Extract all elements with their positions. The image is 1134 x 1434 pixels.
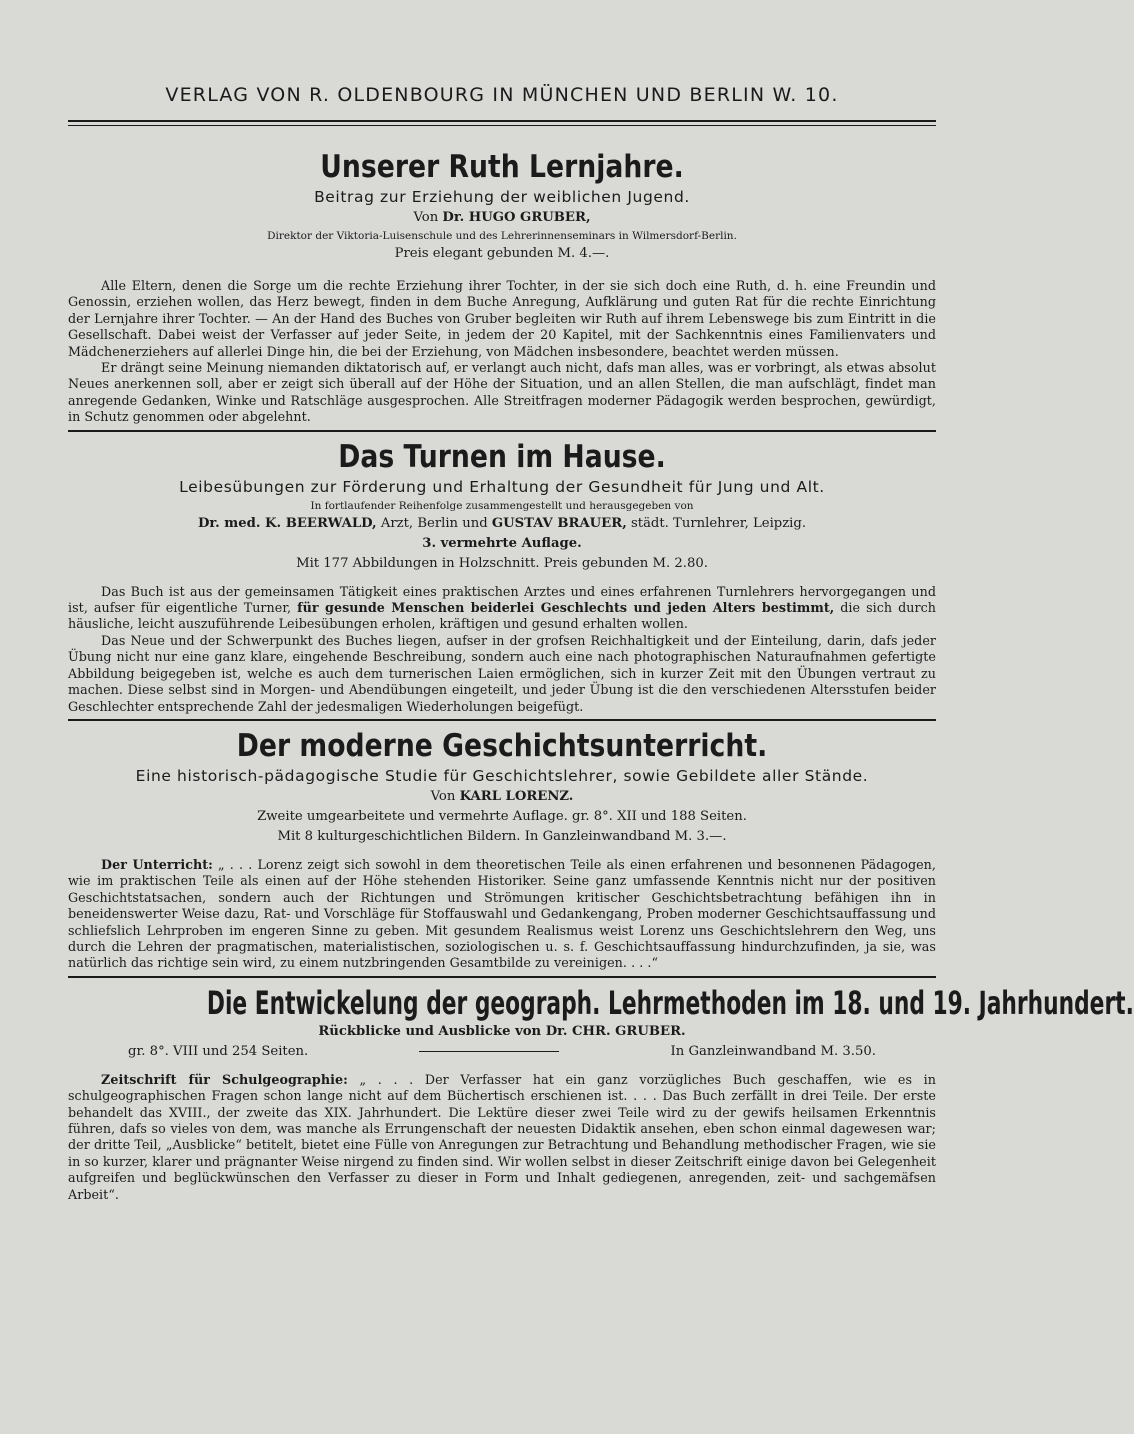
format-price-line: [68, 1042, 936, 1062]
emphasis-text: für gesunde Menschen beiderlei Geschlechts und jeden Alters bestimmt,: [297, 600, 835, 616]
review-quote: [68, 857, 936, 972]
author-line: [68, 208, 936, 228]
book-subtitle: [68, 1022, 936, 1042]
author-name: KARL LORENZ.: [459, 788, 574, 804]
price-line: Mit 8 kulturgeschichtlichen Bildern. In Ganzleinwandband M. 3.—.: [277, 828, 727, 844]
edition-line: [68, 534, 936, 554]
text-run: die sich durch häusliche, leicht auszuführende Leibesübungen erholen, kräftigen und gesund erhalten wollen.: [68, 600, 936, 632]
description-paragraph: [68, 584, 936, 633]
author-line: [68, 787, 936, 807]
book-geograph-lehrmethoden: [68, 983, 1134, 1203]
book-title: Die Entwickelung der geograph. Lehrmethoden im 18. und 19. Jahrhundert.: [206, 983, 1134, 1022]
book-description: [68, 278, 936, 426]
section-divider: [68, 976, 936, 978]
editor-intro: In fortlaufender Reihenfolge zusammengestellt und herausgegeben von: [310, 499, 694, 512]
section-divider: [68, 430, 936, 432]
text-run: Das Buch ist aus der gemeinsamen Tätigkeit eines praktischen Arztes und eines erfahrenen Turnlehrers hervorgegangen und ist, aufser für eigentliche Turner,: [68, 583, 936, 616]
book-ruth-lernjahre: [68, 134, 936, 426]
edition-text: 3. vermehrte Auflage.: [422, 535, 582, 551]
author-role: städt. Turnlehrer, Leipzig.: [631, 515, 807, 531]
book-subtitle: Eine historisch-pädagogische Studie für Geschichtslehrer, sowie Gebildete aller Stände.: [135, 766, 869, 785]
author-role: Arzt, Berlin und: [380, 515, 488, 531]
price-line: Mit 177 Abbildungen in Holzschnitt. Preis gebunden M. 2.80.: [296, 555, 708, 571]
quote-paragraph: [68, 857, 936, 972]
description-paragraph: Das Neue und der Schwerpunkt des Buches liegen, aufser in der grofsen Reichhaltigkeit und der Einteilung, darin, dafs jeder Übung nicht nur eine ganz klare, eingehende Beschreibung, sondern auch eine nach photographischen Naturaufnahmen gefertigte Abbildung beigegeben ist, welche es auch dem turnerischen Laien ermöglichen, sich in kurzer Zeit mit den Übungen vertraut zu machen. Diese selbst sind in Morgen- und Abendübungen eingeteilt, und jeder Übung ist die den verschiedenen Altersstufen beider Geschlechter entsprechende Zahl der jedesmaligen Wiederholungen beigefügt.: [68, 632, 936, 714]
price-line: Preis elegant gebunden M. 4.—.: [394, 246, 610, 261]
quote-source: Der Unterricht:: [101, 856, 213, 872]
advertisement-page: [68, 84, 1134, 1203]
author-role: Direktor der Viktoria-Luisenschule und des Lehrerinnenseminars in Wilmersdorf-Berlin.: [267, 230, 737, 242]
review-quote: [68, 1072, 936, 1203]
publisher-header: VERLAG VON R. OLDENBOURG IN MÜNCHEN UND BERLIN W. 10.: [165, 84, 839, 106]
section-divider: [68, 719, 936, 721]
author-line: [68, 514, 936, 534]
separator-dash: [419, 1051, 559, 1052]
description-paragraph: Alle Eltern, denen die Sorge um die rechte Erziehung ihrer Tochter, in der sie sich doch eine Ruth, d. h. eine Freundin und Genossin, erziehen wollen, das Herz bewegt, finden in dem Buche Anregung, Aufklärung und guten Rat für die rechte Einrichtung der Lernjahre ihrer Tochter. — An der Hand des Buches von Gruber begleiten wir Ruth auf ihrem Lebenswege bis zum Eintritt in die Gesellschaft. Dabei weist der Verfasser auf jeder Seite, in jedem der 20 Kapitel, mit der Sachkenntnis eines Familienvaters und Mädchenerziehers auf allerlei Dinge hin, die bei der Erziehung, von Mädchen insbesondere, beachtet werden müssen.: [68, 278, 936, 359]
book-title: Der moderne Geschichtsunterricht.: [236, 727, 768, 764]
quote-text: „ . . . Lorenz zeigt sich sowohl in dem theoretischen Teile als einen erfahrenen und besonnenen Pädagogen, wie im praktischen Teile als einen auf der Höhe stehenden Historiker. Seine ganz umfassende Kenntnis nicht nur der positiven Geschichtstatsachen, sondern auch der Richtungen und Strömungen kritischer Geschichtsbetrachtung befähigen ihn in beneidenswerter Weise dazu, Rat- und Vorschläge für Stoffauswahl und Gedankengang, Proben moderner Geschichtsauffassung und schliefslich Lehrproben im engeren Sinne zu geben. Mit gesundem Realismus weist Lorenz uns Geschichtslehrern den Weg, uns durch die Lehren der pragmatischen, materialistischen, soziologischen u. s. f. Geschichtsauffassung hindurchzufinden, ja sie, was natürlich das richtige sein wird, zu einem nutzbringenden Gesamtbilde zu vereinigen. . . .“: [68, 856, 936, 971]
quote-text: „ . . . Der Verfasser hat ein ganz vorzügliches Buch geschaffen, wie es in schulgeographischen Fragen schon lange nicht auf dem Büchertisch erschienen ist. . . . Das Buch zerfällt in drei Teile. Der erste behandelt das XVIII., der zweite das XIX. Jahrhundert. Die Lektüre dieser zwei Teile wird zu der gewifs heilsamen Erkenntnis führen, dafs so vieles von dem, was manche als Errungenschaft der neuesten Didaktik ansehen, eben schon einmal dagewesen war; der dritte Teil, „Ausblicke“ betitelt, bietet eine Fülle von Anregungen zur Betrachtung und Behandlung methodischer Fragen, wie sie in so kurzer, klarer und prägnanter Weise nirgend zu finden sind. Wir wollen selbst in dieser Zeitschrift einige davon bei Gelegenheit aufgreifen und beglückwünschen den Verfasser zu dieser in Form und Inhalt gediegenen, anregenden, zeit- und sachgemäfsen Arbeit“.: [68, 1071, 936, 1202]
author-name: Dr. HUGO GRUBER,: [442, 210, 591, 225]
book-subtitle: Leibesübungen zur Förderung und Erhaltung der Gesundheit für Jung und Alt.: [179, 477, 825, 496]
book-geschichtsunterricht: [68, 727, 936, 972]
author-name: Dr. med. K. BEERWALD,: [197, 515, 377, 531]
book-title: Das Turnen im Hause.: [338, 438, 666, 475]
book-subtitle: Beitrag zur Erziehung der weiblichen Jugend.: [314, 188, 690, 206]
book-description: [68, 584, 936, 715]
quote-source: Zeitschrift für Schulgeographie:: [101, 1071, 348, 1087]
author-prefix: Von: [430, 788, 456, 804]
header-rule: [68, 120, 936, 126]
author-name: GUSTAV BRAUER,: [491, 515, 627, 531]
quote-paragraph: [68, 1072, 936, 1203]
book-turnen-im-hause: [68, 438, 936, 715]
subtitle-text: Rückblicke und Ausblicke von Dr. CHR. GRUBER.: [318, 1023, 686, 1039]
format-text: gr. 8°. VIII und 254 Seiten.: [128, 1043, 309, 1059]
description-paragraph: Er drängt seine Meinung niemanden diktatorisch auf, er verlangt auch nicht, dafs man alles, was er vorbringt, als etwas absolut Neues anerkennen soll, aber er zeigt sich überall auf der Höhe der Situation, und an allen Stellen, die man aufschlägt, findet man anregende Gedanken, Winke und Ratschläge ausgesprochen. Alle Streitfragen moderner Pädagogik werden besprochen, gewürdigt, in Schutz genommen oder abgelehnt.: [68, 360, 936, 425]
edition-line: Zweite umgearbeitete und vermehrte Auflage. gr. 8°. XII und 188 Seiten.: [257, 808, 747, 824]
book-title: Unserer Ruth Lernjahre.: [320, 149, 684, 185]
author-prefix: Von: [413, 210, 439, 225]
price-text: In Ganzleinwandband M. 3.50.: [670, 1043, 876, 1059]
